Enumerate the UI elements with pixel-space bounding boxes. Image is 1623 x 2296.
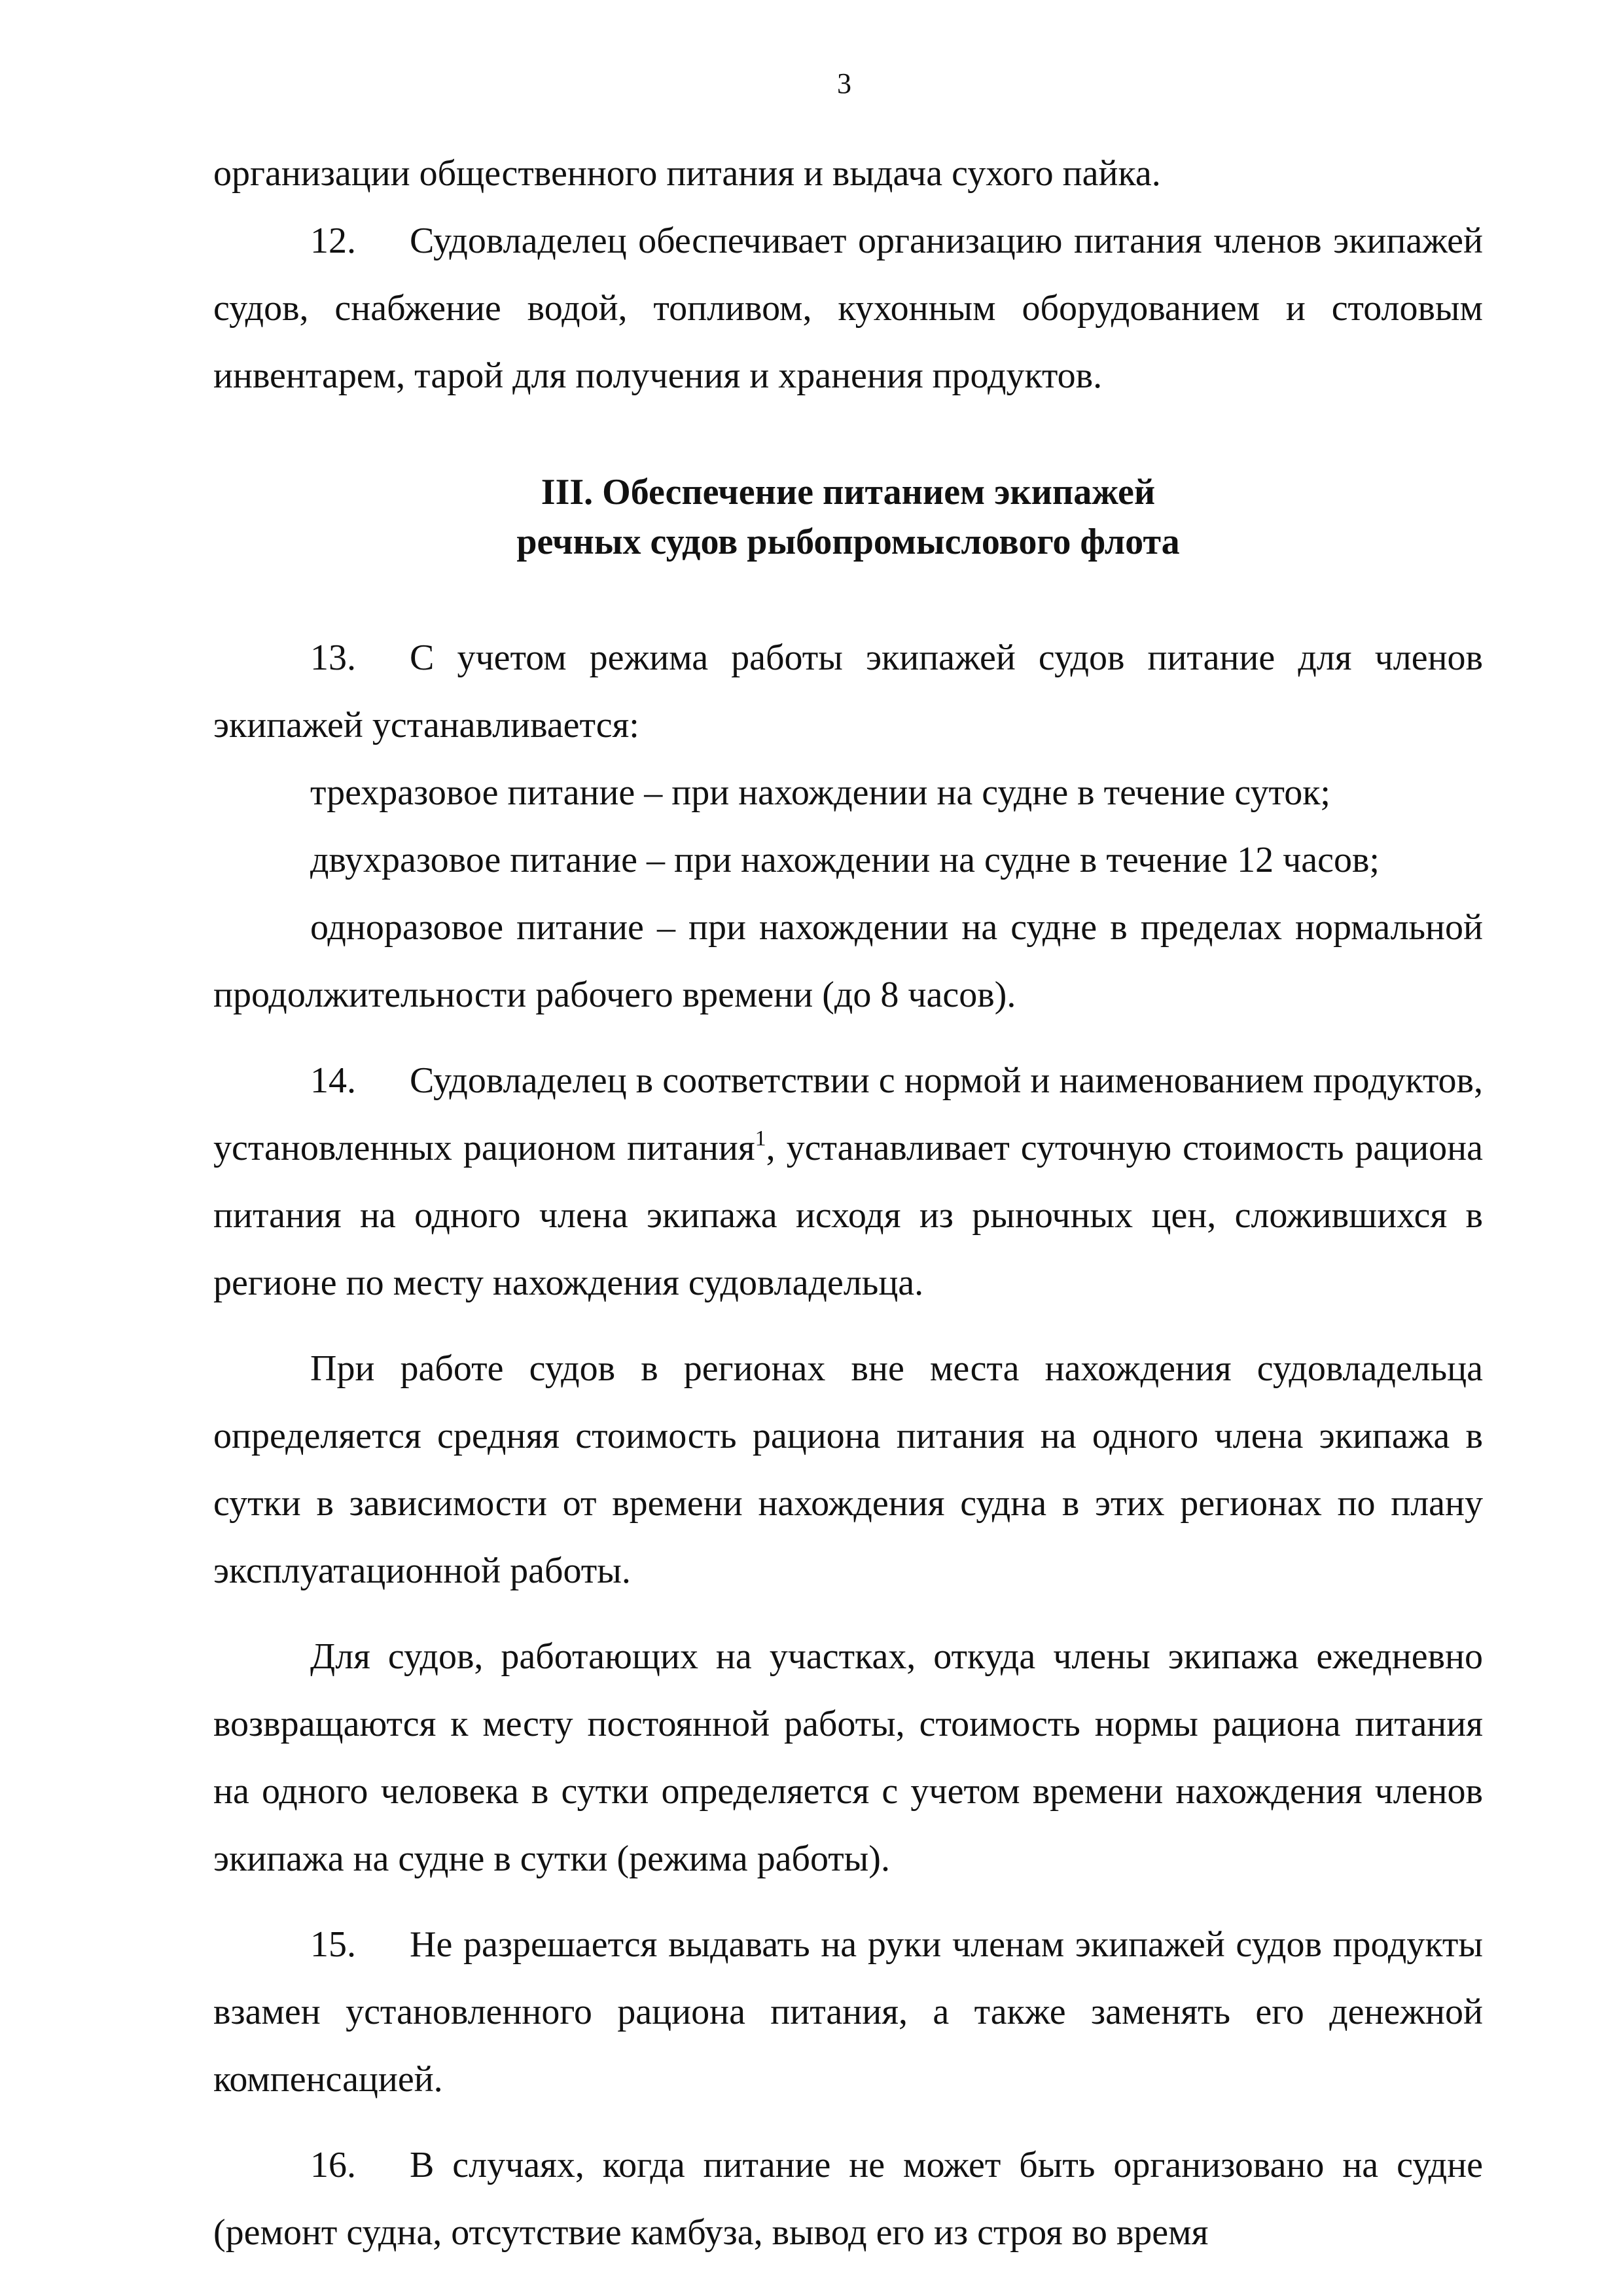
paragraph-13 xyxy=(213,624,1483,759)
paragraph-number: 14. xyxy=(310,1060,356,1101)
paragraph-text: Судовладелец в соответствии с нормой и наименованием продуктов, установленных рационом питания xyxy=(213,1060,1483,1168)
paragraph-number: 13. xyxy=(310,637,356,678)
paragraph-number: 12. xyxy=(310,221,356,261)
document-body xyxy=(213,140,1483,2267)
paragraph-text: Не разрешается выдавать на руки членам экипажей судов продукты взамен установленного рациона питания, а также заменять его денежной компенсацией. xyxy=(213,1924,1483,2100)
page-number: 3 xyxy=(837,67,851,99)
paragraph-15 xyxy=(213,1911,1483,2113)
section-heading xyxy=(213,467,1483,567)
paragraph-14-continued: При работе судов в регионах вне места нахождения судовладельца определяется средняя стоимость рациона питания на одного члена экипажа в сутки в зависимости от времени нахождения судна в этих регионах по плану эксплуатационной работы. xyxy=(213,1348,1483,1591)
paragraph-14-continued: Для судов, работающих на участках, откуда члены экипажа ежедневно возвращаются к месту постоянной работы, стоимость нормы рациона питания на одного человека в сутки определяется с учетом времени нахождения членов экипажа на судне в сутки (режима работы). xyxy=(213,1636,1483,1879)
list-item: двухразовое питание – при нахождении на судне в течение 12 часов; xyxy=(310,840,1380,880)
list-item: одноразовое питание – при нахождении на судне в пределах нормальной продолжительности рабочего времени (до 8 часов). xyxy=(213,907,1483,1015)
section-heading-line-1: III. Обеспечение питанием экипажей xyxy=(541,472,1156,512)
footnote-reference[interactable]: 1 xyxy=(755,1126,766,1151)
paragraph-text: Судовладелец обеспечивает организацию питания членов экипажей судов, снабжение водой, топливом, кухонным оборудованием и столовым инвентарем, тарой для получения и хранения продуктов. xyxy=(213,221,1483,396)
list-item: трехразовое питание – при нахождении на судне в течение суток; xyxy=(310,772,1330,813)
paragraph-number: 16. xyxy=(310,2145,356,2185)
paragraph-text: С учетом режима работы экипажей судов питание для членов экипажей устанавливается: xyxy=(213,637,1483,745)
paragraph-text-continued: , устанавливает суточную стоимость рациона питания на одного члена экипажа исходя из рыночных цен, сложившихся в регионе по месту нахождения судовладельца. xyxy=(213,1128,1483,1303)
paragraph-14 xyxy=(213,1047,1483,1317)
paragraph-text: В случаях, когда питание не может быть организовано на судне (ремонт судна, отсутствие камбуза, вывод его из строя во время xyxy=(213,2145,1483,2253)
paragraph-12 xyxy=(213,207,1483,410)
paragraph-number: 15. xyxy=(310,1924,356,1965)
paragraph-fragment: организации общественного питания и выдача сухого пайка. xyxy=(213,153,1161,194)
section-heading-line-2: речных судов рыбопромыслового флота xyxy=(516,522,1180,562)
paragraph-16 xyxy=(213,2132,1483,2267)
